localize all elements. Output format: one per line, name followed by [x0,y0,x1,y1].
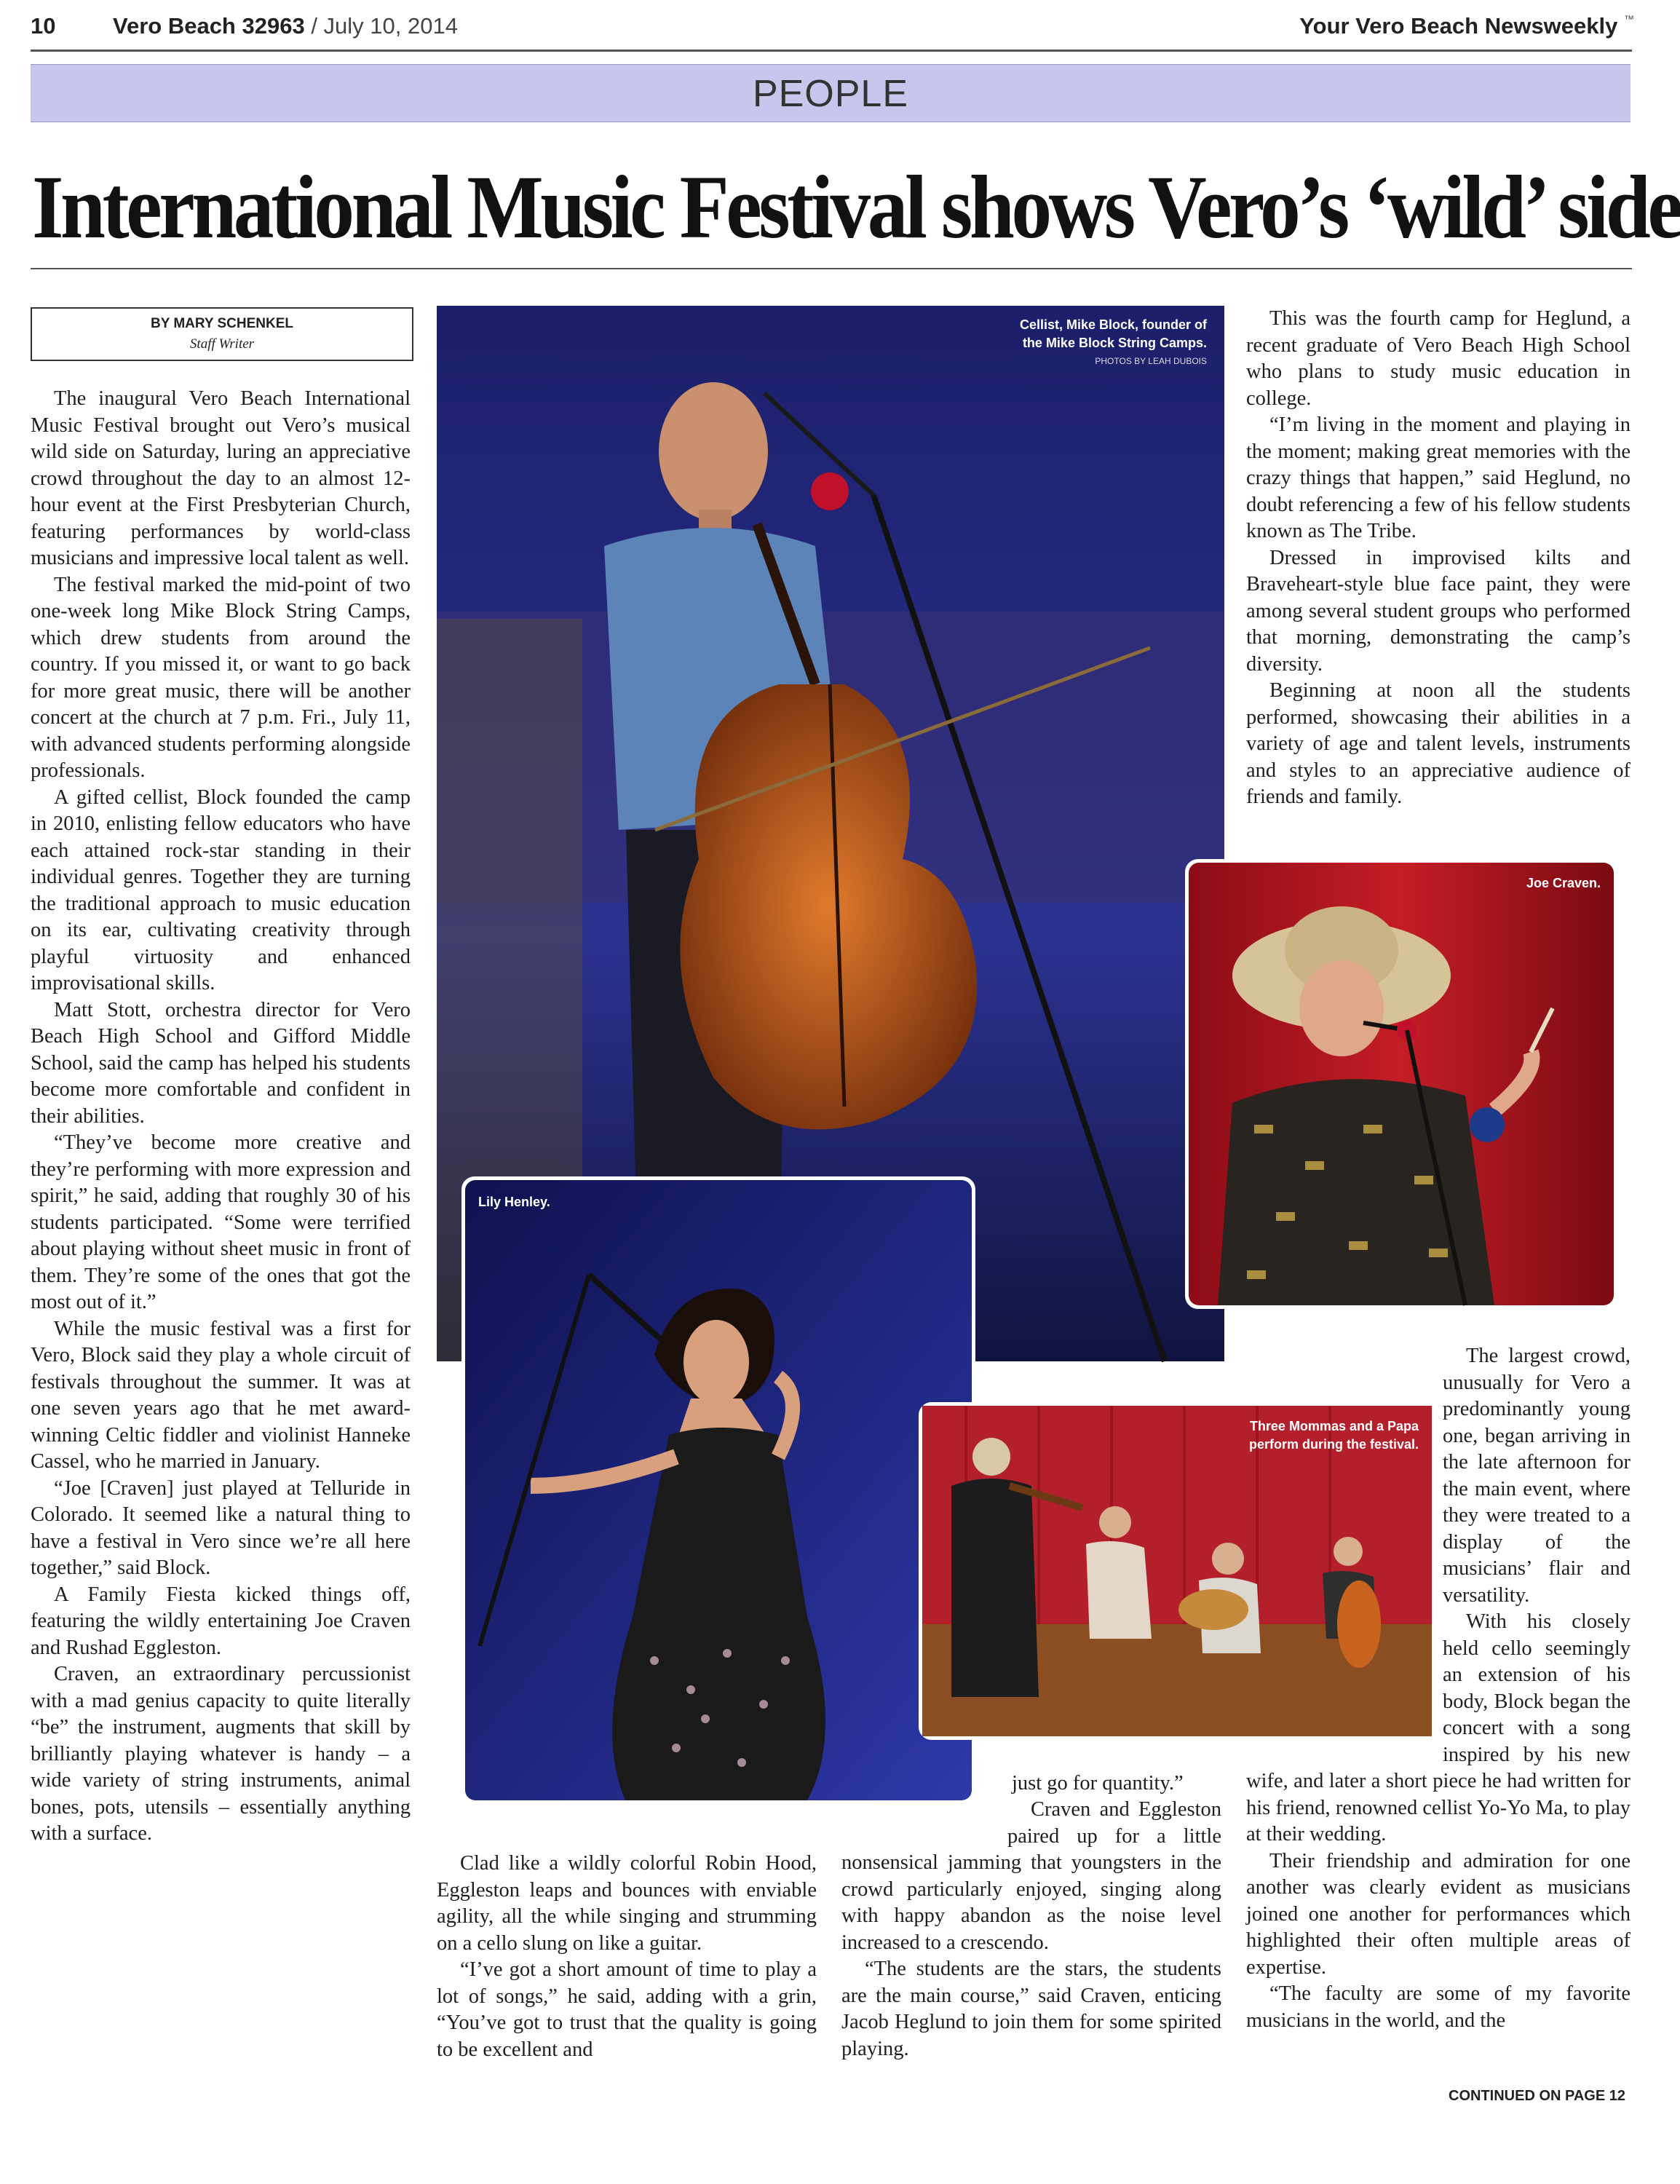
byline-box [31,307,413,361]
byline-author: BY MARY SCHENKEL [150,316,293,331]
article-column-2 [437,1851,817,2091]
article-column-3-lead: just go for quantity.” [1012,1772,1184,1795]
paragraph: This was the fourth camp for Heglund, a recent graduate of Vero Beach High School who plans to study music education in college. [1246,307,1631,410]
edition-dateline [113,13,458,39]
paragraph: Craven and Eggleston paired up for a little nonsensical jamming that youngsters in the crowd particularly enjoyed, singing along with happy abandon as the noise level increased to a crescendo. [841,1798,1221,1954]
photo-caption-block [1020,316,1207,371]
photo-caption-craven: Joe Craven. [1526,876,1601,890]
headline: International Music Festival shows Vero’s ‘wild’ side [32,157,1680,257]
photo-joe-craven [1185,859,1617,1309]
paragraph: “The faculty are some of my favorite musicians in the world, and the [1246,1982,1631,2032]
article-column-4-top [1246,306,1631,837]
paragraph: “They’ve become more creative and they’re performing with more expression and spirit,” he said, adding that roughly 30 of his students participated. “Some were terrified about playing without sheet music in front of them. They’re some of the ones that got the most out of it.” [31,1131,411,1313]
paragraph: “I’ve got a short amount of time to play a lot of songs,” he said, adding with a grin, “You’ve got to trust that the quality is going to be excellent and [437,1958,817,2061]
paragraph: A Family Fiesta kicked things off, featuring the wildly entertaining Joe Craven and Rushad Eggleston. [31,1583,411,1659]
article-column-1 [31,386,411,2093]
trademark: ™ [1624,13,1634,25]
byline-role: Staff Writer [189,336,255,352]
caption-line: Cellist, Mike Block, founder of [1019,317,1207,332]
photo-wrap-spacer [1246,1369,1443,1768]
paragraph: Clad like a wildly colorful Robin Hood, Eggleston leaps and bounces with enviable agility, all the while singing and strumming on a cello slung on like a guitar. [437,1852,817,1955]
singer-photo-illustration [465,1180,972,1800]
header-rule [31,50,1632,52]
section-banner [31,64,1631,122]
percussionist-photo-illustration [1189,863,1614,1305]
paragraph: The festival marked the mid-point of two one-week long Mike Block String Camps, which drew students from around the country. If you missed it, or want to go back for more great music, there will be another concert at the church at 7 p.m. Fri., July 11, with advanced students performing alongside professionals. [31,573,411,782]
paragraph: Beginning at noon all the students performed, showcasing their abilities in a variety of age and talent levels, instruments and styles to an appreciative audience of friends and family. [1246,679,1631,808]
article-column-3 [841,1797,1221,2091]
paper-name-text: Your Vero Beach Newsweekly [1299,13,1618,39]
caption-line: Three Mommas and a Papa [1249,1419,1419,1433]
paragraph: “Joe [Craven] just played at Telluride in Colorado. It seemed like a natural thing to have a festival in Vero since we’re all here together,” said Block. [31,1476,411,1579]
article-column-4-bottom [1246,1343,1631,2071]
paragraph: Craven, an extraordinary percussionist with a mad genius capacity to quite literally “be” the instrument, augments that skill by brilliantly playing whatever is handy – a wide variety of string instruments, animal bones, pots, utensils – essentially anything with a surface. [31,1663,411,1845]
caption-line: perform during the festival. [1248,1437,1419,1452]
caption-line: the Mike Block String Camps. [1022,336,1207,350]
photo-caption-henley: Lily Henley. [478,1195,550,1209]
photo-lily-henley [461,1176,975,1804]
paragraph: Dressed in improvised kilts and Braveheart-style blue face paint, they were among several student groups who performed that morning, demonstrating the camp’s diversity. [1246,546,1631,676]
paragraph: With his closely held cello seemingly an extension of his body, Block began the concert with a song inspired by his new wife, and later a short piece he had written for his friend, renowned cellist Yo-Yo Ma, to play at their wedding. [1246,1610,1631,1845]
paragraph: The inaugural Vero Beach International Music Festival brought out Vero’s musical wild side on Saturday, luring an appreciative crowd throughout the day to an almost 12-hour event at the First Presbyterian Church, featuring performances by world-class musicians and impressive local talent as well. [31,387,411,569]
continued-note: CONTINUED ON PAGE 12 [1449,2088,1625,2104]
section-label: PEOPLE [752,73,909,115]
paragraph: Matt Stott, orchestra director for Vero Beach High School and Gifford Middle School, said the camp has helped his students become more comfortable and confident in their abilities. [31,998,411,1128]
paragraph: “The students are the stars, the students are the main course,” said Craven, enticing Jacob Heglund to join them for some spirited playing. [841,1958,1221,2060]
page-number: 10 [31,13,56,39]
photo-credit: PHOTOS BY LEAH DUBOIS [1095,356,1207,366]
paper-name [1299,13,1634,39]
headline-rule [31,268,1632,269]
edition-name: Vero Beach 32963 [113,13,305,39]
paragraph: While the music festival was a first for Vero, Block said they play a whole circuit of festivals throughout the summer. It was at one seven years ago that he met award-winning Celtic fiddler and violinist Hanneke Cassel, who he married in January. [31,1317,411,1473]
paragraph: “I’m living in the moment and playing in the moment; making great memories with the crazy things that happen,” said Heglund, no doubt referencing a few of his fellow students known as The Tribe. [1246,414,1631,542]
issue-date: / July 10, 2014 [311,13,458,39]
paragraph: A gifted cellist, Block founded the camp in 2010, enlisting fellow educators who have each attained rock-star standing in their individual genres. Together they are turning the traditional approach to music education on its ear, cultivating creativity through playful virtuosity and enhanced improvisational skills. [31,786,411,994]
paragraph: Their friendship and admiration for one another was clearly evident as musicians joined one another for performances which highlighted their often multiple areas of expertise. [1246,1849,1631,1979]
photo-wrap-spacer [841,1797,1007,1850]
paragraph: The largest crowd, unusually for Vero a predominantly young one, began arriving in the late afternoon for the main event, where they were treated to a display of the musicians’ flair and versatility. [1443,1345,1631,1607]
